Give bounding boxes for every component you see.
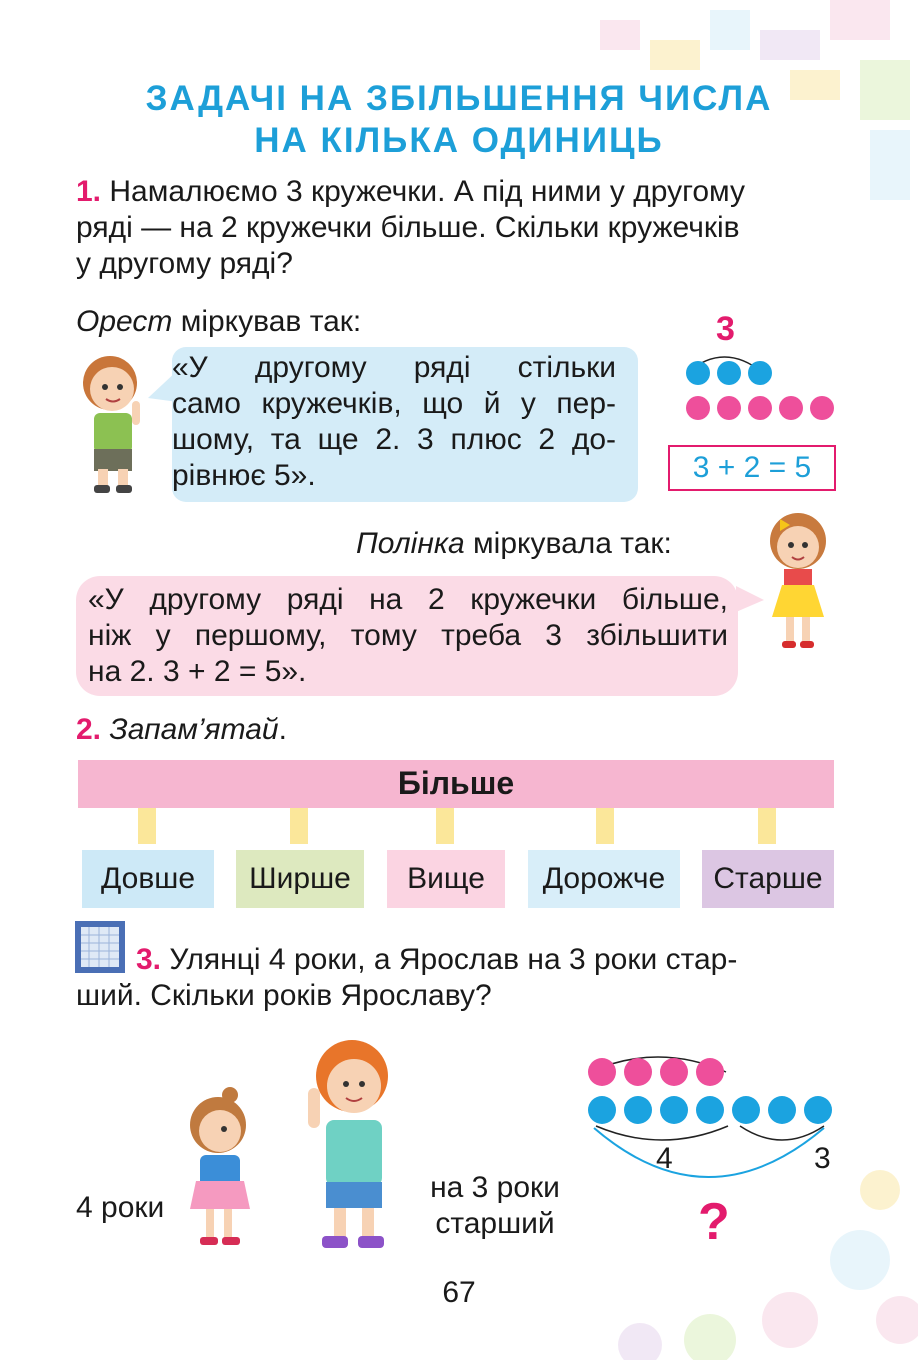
orest-intro (76, 304, 361, 340)
word-card-more-expensive: Дорожче (528, 850, 680, 908)
ulyanka-illustration (180, 1085, 260, 1255)
diagram-3-circles (580, 1040, 850, 1190)
page-title-line-1: ЗАДАЧІ НА ЗБІЛЬШЕННЯ ЧИСЛА (145, 79, 773, 118)
blue-circle (588, 1096, 616, 1124)
diagram-3-label-right: 3 (814, 1142, 831, 1175)
polinka-bubble-tail (736, 586, 766, 616)
orest-illustration (70, 345, 160, 495)
polinka-intro-rest: міркувала так: (464, 527, 672, 560)
equation-box: 3 + 2 = 5 (668, 445, 836, 491)
diagram-1-row-pink (686, 396, 834, 420)
diagram-1-circles (676, 340, 846, 430)
task-3-number: 3. (136, 943, 162, 976)
blue-circle (686, 361, 710, 385)
connector-peg (596, 808, 614, 844)
orest-line-4: рівнює 5». (172, 459, 316, 492)
orest-line-2: само кружечків, що й у пер- (172, 387, 616, 420)
task-1-line-1: Намалюємо 3 кружечки. А під ними у другому (109, 175, 746, 208)
word-card-higher: Вище (387, 850, 505, 908)
page-number: 67 (442, 1276, 476, 1309)
polinka-name: Полінка (356, 527, 465, 560)
polinka-illustration (760, 505, 840, 655)
diagram-1-label: 3 (716, 310, 735, 348)
word-card-longer: Довше (82, 850, 214, 908)
polinka-line-2: ніж у першому, тому треба 3 збільшити (88, 619, 728, 652)
blue-circle (624, 1096, 652, 1124)
connector-peg (758, 808, 776, 844)
polinka-intro (356, 526, 672, 562)
diagram-1-row-blue (686, 361, 772, 385)
pink-circle (696, 1058, 724, 1086)
word-card-older: Старше (702, 850, 834, 908)
task-2-label: Запам’ятай (109, 713, 279, 746)
pink-circle (779, 396, 803, 420)
pink-circle (624, 1058, 652, 1086)
blue-circle (732, 1096, 760, 1124)
pink-circle (660, 1058, 688, 1086)
more-header-bar (78, 760, 834, 808)
task-1-line-2: ряді — на 2 кружечки більше. Скільки кружечків (76, 211, 740, 244)
task-1-line-3: у другому ряді? (76, 247, 293, 280)
diagram-3-row-pink (588, 1058, 724, 1086)
page-title-line-2: НА КІЛЬКА ОДИНИЦЬ (254, 121, 664, 160)
polinka-line-3: на 2. 3 + 2 = 5». (88, 655, 307, 688)
ulyanka-caption: 4 роки (76, 1191, 165, 1224)
diagram-3-label-left: 4 (656, 1142, 673, 1175)
orest-speech-bubble (172, 347, 638, 502)
connector-peg (138, 808, 156, 844)
blue-circle (804, 1096, 832, 1124)
pink-circle (748, 396, 772, 420)
orest-name: Орест (76, 305, 173, 338)
blue-circle (748, 361, 772, 385)
task-3-line-1 (136, 942, 737, 978)
connector-peg (290, 808, 308, 844)
pink-circle (717, 396, 741, 420)
blue-circle (696, 1096, 724, 1124)
polinka-line-1: «У другому ряді на 2 кружечки більше, (88, 583, 728, 616)
task-2-dot: . (278, 713, 287, 746)
yaroslav-illustration (296, 1032, 406, 1258)
task-2-number: 2. (76, 713, 102, 746)
yaroslav-caption (420, 1170, 570, 1242)
word-card-wider: Ширше (236, 850, 364, 908)
yaroslav-caption-line-1: на 3 роки (430, 1171, 560, 1204)
blue-circle (768, 1096, 796, 1124)
task-1-number: 1. (76, 175, 102, 208)
yaroslav-caption-line-2: старший (435, 1207, 555, 1240)
task-1-text (76, 174, 842, 282)
diagram-3-row-blue (588, 1096, 832, 1124)
orest-intro-rest: міркував так: (172, 305, 362, 338)
orest-line-1: «У другому ряді стільки (172, 351, 616, 384)
notebook-icon (74, 920, 126, 974)
orest-line-3: шому, та ще 2. 3 плюс 2 до- (172, 423, 616, 456)
task-2-heading (76, 712, 287, 748)
more-header-label: Більше (397, 765, 515, 801)
pink-circle (686, 396, 710, 420)
blue-circle (660, 1096, 688, 1124)
task-3-line-2: ший. Скільки років Ярославу? (76, 979, 492, 1012)
diagram-3-question-mark: ? (698, 1193, 730, 1251)
task-3-text-1: Улянці 4 роки, а Ярослав на 3 роки стар- (169, 943, 738, 976)
pink-circle (810, 396, 834, 420)
blue-circle (717, 361, 741, 385)
polinka-speech-bubble (76, 576, 738, 696)
pink-circle (588, 1058, 616, 1086)
connector-peg (436, 808, 454, 844)
